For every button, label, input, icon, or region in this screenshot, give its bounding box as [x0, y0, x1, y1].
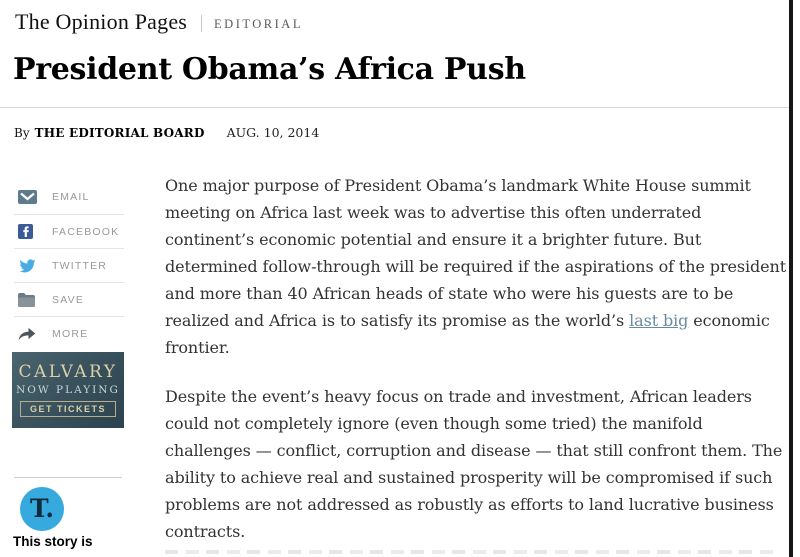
clipped-text-line [165, 550, 777, 554]
save-icon [18, 293, 40, 307]
article-line [165, 307, 790, 334]
text-segment: ability to achieve real and sustained prosperity will be compromised if such [165, 468, 773, 487]
article-line [165, 199, 790, 226]
article-line [165, 383, 790, 410]
share-label: SAVE [52, 293, 85, 306]
share-item-facebook[interactable] [14, 214, 124, 248]
text-segment: realized and Africa is to satisfy its promise as the world’s [165, 311, 630, 330]
text-segment: continent’s economic potential and ensure it a brighter future. But [165, 230, 702, 249]
text-segment: frontier. [165, 338, 230, 357]
nyt-logo-letter: T. [29, 493, 55, 523]
share-label: TWITTER [52, 259, 108, 272]
inline-link[interactable]: last big [629, 311, 689, 330]
facebook-icon [18, 224, 40, 239]
text-segment: Despite the event’s heavy focus on trade and investment, African leaders [165, 387, 752, 406]
publish-date: AUG. 10, 2014 [226, 125, 320, 140]
ad-title: CALVARY [18, 362, 118, 383]
masthead [15, 9, 303, 35]
share-item-email[interactable] [14, 180, 124, 214]
article-body [165, 172, 790, 557]
article-line [165, 280, 790, 307]
text-segment: contracts. [165, 522, 246, 541]
email-icon [18, 190, 40, 204]
kicker-editorial-link[interactable]: EDITORIAL [214, 16, 303, 31]
text-segment: determined follow-through will be required if the aspirations of the president [165, 257, 787, 276]
share-label: MORE [52, 327, 89, 340]
text-segment: challenges — conflict, corruption and disease — that still confront them. The [165, 441, 783, 460]
article-paragraph [165, 383, 790, 545]
nyt-logo-icon [20, 487, 64, 531]
story-footer-text: This story is [13, 534, 93, 549]
share-item-more[interactable] [14, 316, 124, 350]
window-border [789, 0, 793, 557]
text-segment: One major purpose of President Obama’s landmark White House summit [165, 176, 751, 195]
share-toolbar [14, 180, 124, 350]
article-line [165, 437, 790, 464]
divider [14, 477, 122, 478]
article-line [165, 518, 790, 545]
article-line [165, 172, 790, 199]
text-segment: problems are not addressed as robustly as efforts to land lucrative business [165, 495, 774, 514]
text-segment: could not completely ignore (even though some tried) the manifold [165, 414, 703, 433]
share-label: FACEBOOK [52, 225, 120, 238]
share-label: EMAIL [52, 191, 90, 203]
ad-subtitle: NOW PLAYING [16, 383, 120, 396]
text-segment: economic [688, 311, 770, 330]
article-line [165, 410, 790, 437]
page-title: President Obama’s Africa Push [13, 52, 526, 87]
headline-divider [0, 107, 789, 108]
text-segment: meeting on Africa last week was to advertise this often underrated [165, 203, 702, 222]
byline-prefix: By [14, 126, 30, 140]
twitter-icon [18, 258, 40, 274]
text-segment: and more than 40 African heads of state who were his guests are to be [165, 284, 734, 303]
section-link[interactable]: The Opinion Pages [15, 9, 188, 34]
byline [14, 125, 319, 140]
divider [201, 15, 202, 32]
article-line [165, 464, 790, 491]
advertisement[interactable] [12, 352, 124, 428]
article-line [165, 226, 790, 253]
more-icon [18, 326, 40, 341]
share-item-save[interactable] [14, 282, 124, 316]
byline-author: THE EDITORIAL BOARD [34, 126, 205, 140]
get-tickets-button[interactable]: GET TICKETS [20, 401, 116, 417]
share-item-twitter[interactable] [14, 248, 124, 282]
article-paragraph [165, 172, 790, 361]
article-line [165, 334, 790, 361]
article-line [165, 491, 790, 518]
article-line [165, 253, 790, 280]
